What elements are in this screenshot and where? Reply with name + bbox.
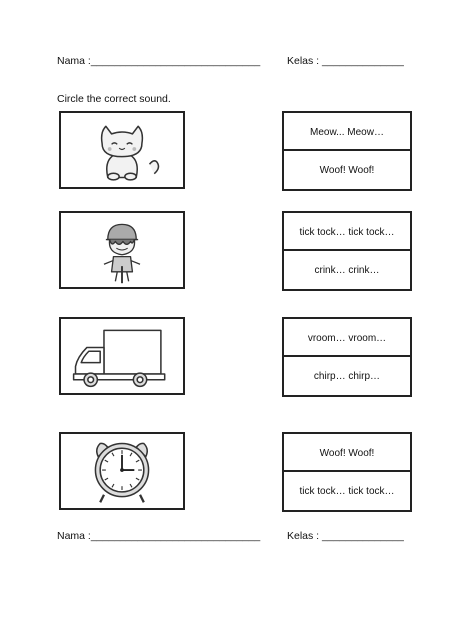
class-blank[interactable]: ______________	[322, 55, 404, 67]
answer-box-3	[282, 317, 412, 397]
option-vroom[interactable]: vroom… vroom…	[307, 332, 387, 344]
class-label: Kelas :	[287, 55, 320, 67]
footer-name-blank[interactable]: _____________________________	[90, 530, 261, 542]
answer-box-2	[282, 211, 412, 291]
answer-box-4	[282, 432, 412, 512]
picture-frame-1	[59, 111, 185, 189]
footer-name-field[interactable]	[57, 530, 260, 542]
answer-box-1	[282, 111, 412, 191]
footer-class-blank[interactable]: ______________	[322, 530, 404, 542]
option-crink[interactable]: crink… crink…	[284, 249, 410, 289]
option-woof[interactable]: Woof! Woof!	[319, 447, 375, 459]
picture-frame-4	[59, 432, 185, 510]
footer-class-field[interactable]	[287, 530, 404, 542]
name-blank[interactable]: _____________________________	[90, 55, 261, 67]
alarm-clock-icon	[61, 434, 183, 508]
option-tick-tock[interactable]: tick tock… tick tock…	[284, 470, 410, 510]
truck-icon	[61, 319, 183, 393]
picture-frame-2	[59, 211, 185, 289]
child-on-scooter-icon	[61, 213, 183, 287]
picture-frame-3	[59, 317, 185, 395]
option-meow[interactable]: Meow... Meow…	[310, 126, 384, 138]
option-tick-tock[interactable]: tick tock… tick tock…	[299, 226, 395, 238]
name-label: Nama :	[57, 55, 91, 67]
name-field[interactable]	[57, 55, 260, 67]
instruction-text: Circle the correct sound.	[57, 93, 171, 105]
option-chirp[interactable]: chirp… chirp…	[284, 355, 410, 395]
option-woof[interactable]: Woof! Woof!	[284, 149, 410, 189]
class-field[interactable]	[287, 55, 404, 67]
cat-icon	[61, 113, 183, 187]
footer-name-label: Nama :	[57, 530, 91, 542]
footer-class-label: Kelas :	[287, 530, 320, 542]
